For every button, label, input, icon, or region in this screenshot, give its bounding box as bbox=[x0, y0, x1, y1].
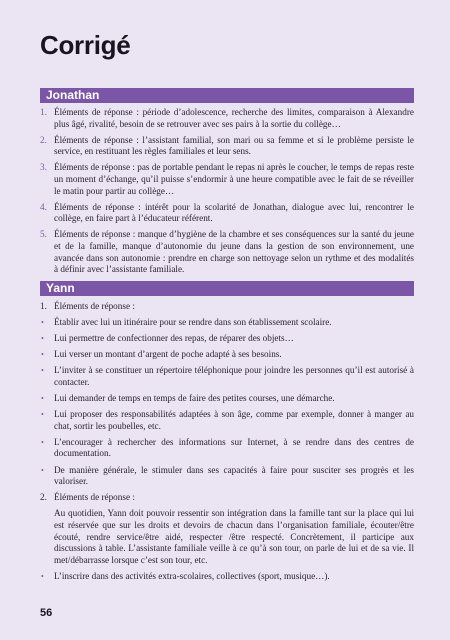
item-number: 3. bbox=[40, 162, 47, 173]
bullet-icon: • bbox=[41, 465, 44, 475]
bullet-text: Lui verser un montant d’argent de poche adapté à ses besoins. bbox=[54, 349, 282, 360]
answer-item bbox=[40, 135, 414, 158]
item-text: Éléments de réponse : manque d’hygiène de la chambre et ses conséquences sur la santé du jeune et de la famille, manque d’autonomie du jeune dans la gestion de son environnement, une avancée dans son autonomie : prendre en charge son nettoyage selon un rythme et des modalités à définir avec l’assistante familiale. bbox=[54, 229, 414, 275]
answer-item bbox=[40, 107, 414, 130]
bullet-text: Lui proposer des responsabilités adaptées à son âge, comme par exemple, donner à manger au chat, sortir les poubelles, etc. bbox=[54, 409, 414, 431]
bullet-icon: • bbox=[41, 350, 44, 360]
bullet-text: Lui demander de temps en temps de faire des petites courses, une démarche. bbox=[54, 393, 335, 404]
bullet-icon: • bbox=[41, 334, 44, 344]
item-text: Éléments de réponse : pas de portable pendant le repas ni après le coucher, le temps de repas reste un moment d’échange, qu’il puisse s’endormir à une heure compatible avec le fait de se réveiller le matin pour partir au collège… bbox=[54, 162, 414, 196]
bullet-icon: • bbox=[41, 410, 44, 420]
bullet-text: Établir avec lui un itinéraire pour se rendre dans son établissement scolaire. bbox=[54, 317, 332, 328]
item-number: 2. bbox=[40, 492, 47, 503]
section-heading-yann: Yann bbox=[40, 281, 414, 296]
yann-answers bbox=[40, 301, 414, 587]
bullet-icon: • bbox=[41, 366, 44, 376]
bullet-text: L’encourager à rechercher des informations sur Internet, à se rendre dans des centres de documentation. bbox=[54, 436, 414, 459]
bullet-text: Lui permettre de confectionner des repas, de réparer des objets… bbox=[54, 333, 294, 344]
item-text: Éléments de réponse : période d’adolescence, recherche des limites, comparaison à Alexandre plus âgé, rivalité, besoin de se retrouver avec ses pairs à la sortie du collège… bbox=[54, 107, 414, 129]
bullet-item bbox=[40, 317, 414, 329]
jonathan-answers bbox=[40, 107, 414, 280]
item-number: 1. bbox=[40, 107, 47, 117]
bullet-item bbox=[40, 365, 414, 388]
page-number: 56 bbox=[40, 607, 53, 619]
answer-item bbox=[40, 202, 414, 225]
page-title: Corrigé bbox=[40, 30, 131, 60]
bullet-item bbox=[40, 349, 414, 361]
bullet-item bbox=[40, 409, 414, 432]
bullet-text: L’inscrire dans des activités extra-scolaires, collectives (sport, musique…). bbox=[54, 570, 330, 581]
item-number: 5. bbox=[40, 229, 47, 240]
item-text: Éléments de réponse : l’assistant familial, son mari ou sa femme et si le problème persiste le service, en restituant les règles familiales et leur sens. bbox=[54, 134, 414, 157]
answer-paragraph: Au quotidien, Yann doit pouvoir ressentir son intégration dans la famille tant sur la place qui lui est réservée que sur les droits et devoirs de chacun dans l’organisation familiale, écouter/être écouté, rendre service/être aidé, respecter /être respecté. Concrètement, il participe aux discussions à table. L’assistante familiale veille à ce qu’à son tour, on parle de lui et de sa vie. Il met/débarrasse lorsque c’est son tour, etc. bbox=[54, 508, 414, 565]
bullet-item bbox=[40, 333, 414, 345]
answer-item bbox=[40, 162, 414, 197]
bullet-text: L’inviter à se constituer un répertoire téléphonique pour joindre les personnes qu’il est autorisé à contacter. bbox=[54, 365, 414, 387]
item-number: 1. bbox=[40, 301, 47, 311]
bullet-text: De manière générale, le stimuler dans ses capacités à faire pour susciter ses progrès et les valoriser. bbox=[54, 464, 414, 487]
item-text: Éléments de réponse : bbox=[54, 492, 135, 503]
question-2 bbox=[40, 492, 414, 504]
bullet-icon: • bbox=[41, 571, 44, 581]
item-text: Éléments de réponse : bbox=[54, 301, 135, 311]
answer-item bbox=[40, 229, 414, 275]
bullet-icon: • bbox=[41, 318, 44, 328]
bullet-item bbox=[40, 437, 414, 460]
bullet-item bbox=[40, 393, 414, 405]
bullet-icon: • bbox=[41, 394, 44, 404]
section-heading-jonathan: Jonathan bbox=[40, 88, 414, 103]
bullet-item bbox=[40, 571, 414, 583]
bullet-icon: • bbox=[41, 437, 44, 447]
question-1 bbox=[40, 301, 414, 313]
item-number: 4. bbox=[40, 201, 47, 212]
bullet-item bbox=[40, 465, 414, 488]
item-text: Éléments de réponse : intérêt pour la scolarité de Jonathan, dialogue avec lui, rencontrer le collège, en faire part à l’éducateur référent. bbox=[54, 201, 414, 224]
item-number: 2. bbox=[40, 134, 47, 145]
